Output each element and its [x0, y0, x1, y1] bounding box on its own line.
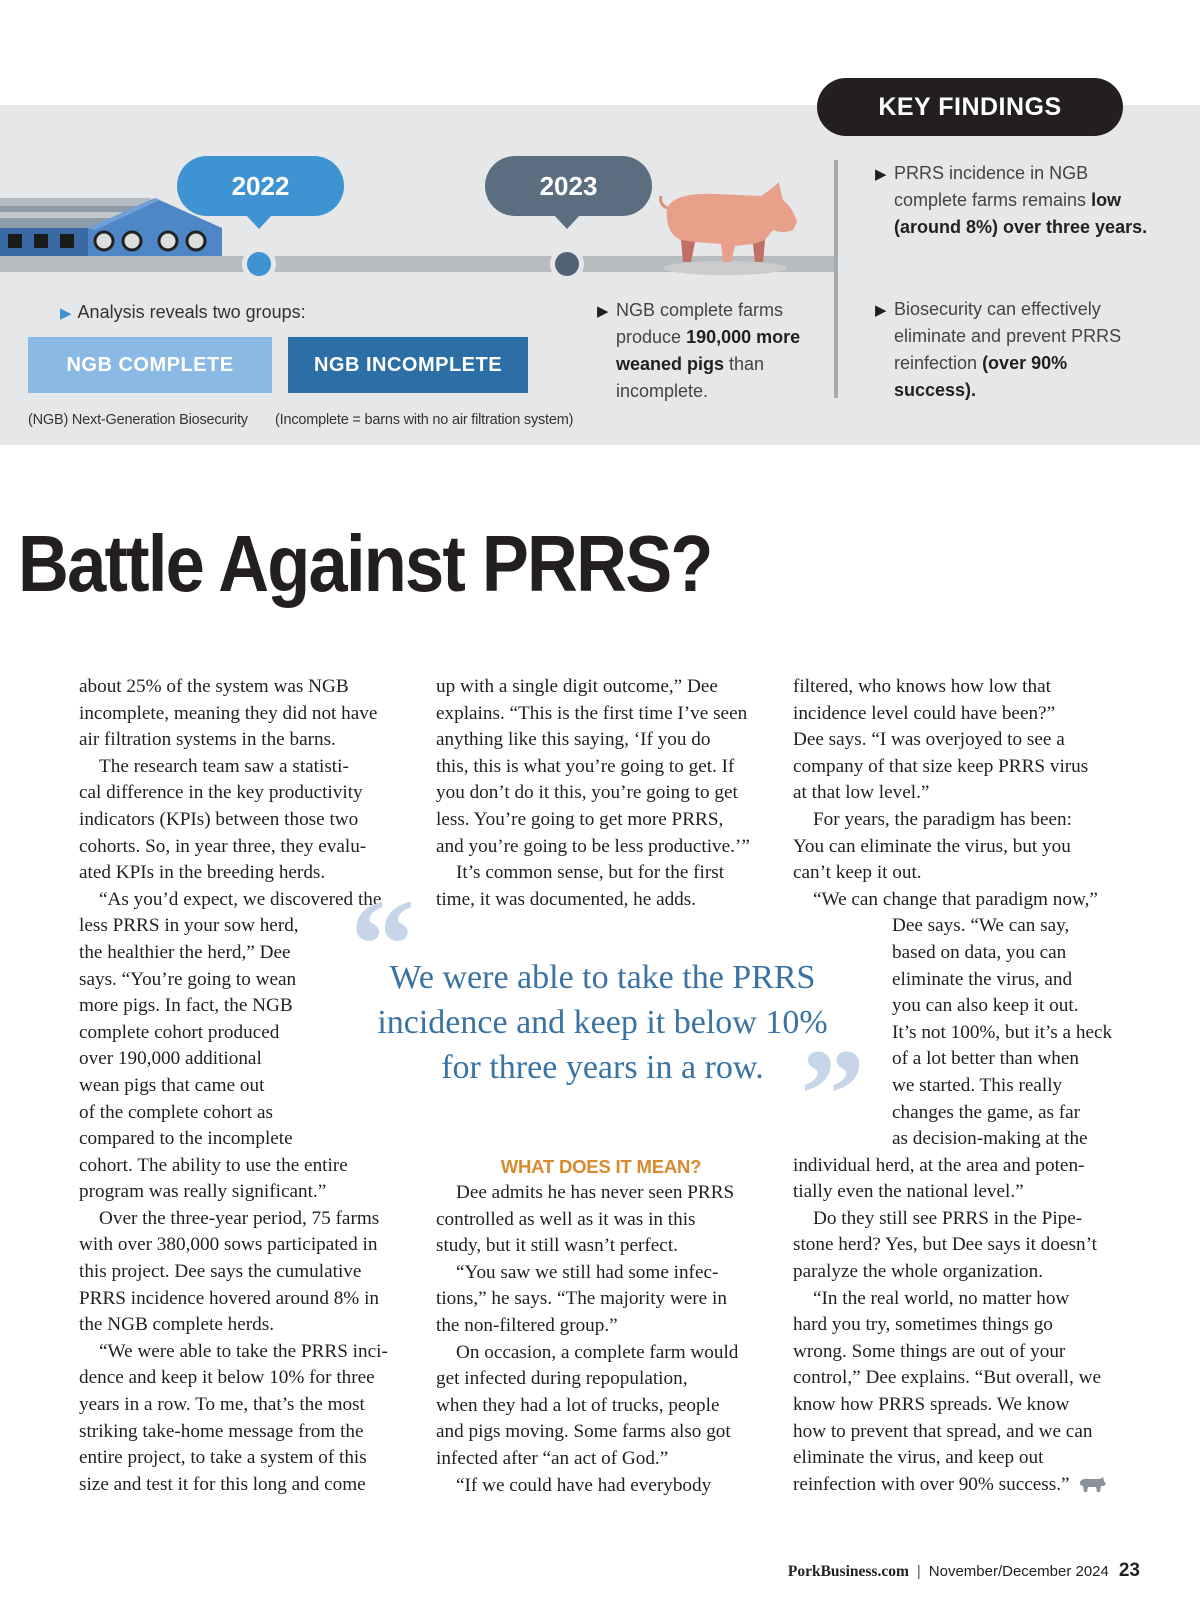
text-line: Dee says. “We can say,: [892, 915, 1070, 937]
page-number: 23: [1118, 1560, 1140, 1581]
text-line: years in a row. To me, that’s the most: [79, 1394, 365, 1416]
year-2022-bubble: 2022: [177, 156, 344, 216]
text-line: anything like this saying, ‘If you do: [436, 729, 711, 751]
text-line: when they had a lot of trucks, people: [436, 1394, 720, 1416]
text-line: company of that size keep PRRS virus: [793, 755, 1089, 777]
text-line: get infected during repopulation,: [436, 1368, 688, 1390]
analysis-text: ▶ Analysis reveals two groups:: [60, 302, 306, 322]
ngb-incomplete-box: NGB INCOMPLETE: [288, 337, 528, 393]
findings-divider: [834, 160, 838, 398]
text-line: paralyze the whole organization.: [793, 1261, 1044, 1283]
text-line: control,” Dee explains. “But overall, we: [793, 1367, 1101, 1389]
text-line: and you’re going to be less productive.’”: [436, 835, 750, 857]
text-line: filtered, who knows how low that: [793, 676, 1051, 697]
text-line: less. You’re going to get more PRRS,: [436, 808, 724, 830]
text-line: “As you’d expect, we discovered the: [99, 888, 382, 910]
article-headline: Battle Against PRRS?: [18, 519, 712, 608]
page-footer: [788, 1560, 1140, 1582]
text-line: wean pigs that came out: [79, 1074, 265, 1096]
text-line: It’s not 100%, but it’s a heck: [892, 1021, 1113, 1043]
text-line: individual herd, at the area and poten-: [793, 1154, 1085, 1176]
open-quote-mark: “: [350, 873, 415, 1017]
text-line: reinfection with over 90% success.”: [793, 1472, 1133, 1499]
text-line: ated KPIs in the breeding herds.: [79, 862, 326, 884]
text-line: complete cohort produced: [79, 1021, 280, 1043]
text-line: Dee admits he has never seen PRRS: [456, 1182, 735, 1203]
text-line: of a lot better than when: [892, 1048, 1080, 1070]
text-line: “We were able to take the PRRS inci-: [99, 1340, 388, 1362]
article-column-2-top: [436, 674, 766, 913]
text-line: the healthier the herd,” Dee: [79, 941, 291, 963]
text-line: The research team saw a statisti-: [99, 755, 349, 777]
text-line: tially even the national level.”: [793, 1181, 1024, 1203]
text-line: less PRRS in your sow herd,: [79, 915, 299, 937]
footer-issue: November/December 2024: [928, 1563, 1109, 1580]
text-line: says. “You’re going to wean: [79, 968, 297, 990]
pull-quote: We were able to take the PRRS incidence and keep it below 10% for three years in a row.: [377, 959, 828, 1086]
arrow-right-icon: ▶: [60, 305, 72, 322]
timeline-dot-2022: [242, 247, 276, 281]
text-line: of the complete cohort as: [79, 1101, 273, 1123]
text-line: over 190,000 additional: [79, 1048, 262, 1070]
article-column-2-bottom: [436, 1180, 766, 1499]
text-line: size and test it for this long and come: [79, 1473, 366, 1495]
text-line: cal difference in the key productivity: [79, 782, 363, 804]
text-line: For years, the paradigm has been:: [813, 808, 1072, 830]
text-line: PRRS incidence hovered around 8% in: [79, 1287, 380, 1309]
footer-separator: |: [916, 1563, 921, 1580]
text-line: at that low level.”: [793, 782, 930, 804]
year-2022-pointer: [246, 215, 272, 229]
text-line: up with a single digit outcome,” Dee: [436, 676, 718, 697]
text-line: Do they still see PRRS in the Pipe-: [813, 1207, 1083, 1229]
incomplete-definition-note: (Incomplete = barns with no air filtration system): [275, 412, 574, 428]
key-finding-1: ▶ PRRS incidence in NGB complete farms remains low (around 8%) over three years.: [875, 163, 1148, 237]
text-line: striking take-home message from the: [79, 1420, 364, 1442]
timeline-dot-2023: [550, 247, 584, 281]
pig-illustration: [655, 178, 805, 278]
ngb-definition-note: (NGB) Next-Generation Biosecurity: [28, 412, 248, 428]
text-line: “In the real world, no matter how: [813, 1287, 1070, 1309]
text-line: changes the game, as far: [892, 1101, 1081, 1123]
text-line: “You saw we still had some infec-: [456, 1261, 719, 1283]
text-line: explains. “This is the first time I’ve seen: [436, 702, 748, 724]
text-line: eliminate the virus, and keep out: [793, 1447, 1044, 1469]
text-line: hard you try, sometimes things go: [793, 1314, 1053, 1336]
section-subhead: WHAT DOES IT MEAN?: [500, 1156, 702, 1177]
text-line: “We can change that paradigm now,”: [813, 888, 1098, 910]
text-line: know how PRRS spreads. We know: [793, 1394, 1070, 1416]
text-line: Over the three-year period, 75 farms: [99, 1207, 380, 1229]
text-line: how to prevent that spread, and we can: [793, 1420, 1093, 1442]
text-line: can’t keep it out.: [793, 862, 922, 884]
text-line: you can also keep it out.: [892, 995, 1079, 1017]
text-line: eliminate the virus, and: [892, 968, 1073, 990]
text-line: air filtration systems in the barns.: [79, 729, 336, 751]
text-line: compared to the incomplete: [79, 1128, 293, 1150]
text-line: with over 380,000 sows participated in: [79, 1234, 378, 1256]
key-finding-2: ▶ Biosecurity can effectively eliminate and prevent PRRS reinfection (over 90% success).: [875, 299, 1122, 400]
year-2023-bubble: 2023: [485, 156, 652, 216]
text-line: “If we could have had everybody: [456, 1474, 712, 1496]
text-line: infected after “an act of God.”: [436, 1447, 669, 1469]
text-line: cohort. The ability to use the entire: [79, 1154, 348, 1176]
text-line: incomplete, meaning they did not have: [79, 702, 378, 724]
text-line: stone herd? Yes, but Dee says it doesn’t: [793, 1234, 1097, 1256]
text-line: wrong. Some things are out of your: [793, 1340, 1066, 1362]
text-line: study, but it still wasn’t perfect.: [436, 1235, 678, 1257]
footer-site: PorkBusiness.com: [787, 1563, 909, 1580]
text-line: about 25% of the system was NGB: [79, 676, 349, 697]
arrow-right-icon: ▶: [875, 302, 887, 319]
text-line: cohorts. So, in year three, they evalu-: [79, 835, 367, 857]
text-line: Dee says. “I was overjoyed to see a: [793, 729, 1065, 751]
text-line: the NGB complete herds.: [79, 1314, 275, 1336]
key-findings-label: KEY FINDINGS: [817, 78, 1123, 136]
text-line: dence and keep it below 10% for three: [79, 1367, 375, 1389]
text-line: as decision-making at the: [892, 1128, 1088, 1150]
text-line: based on data, you can: [892, 941, 1067, 963]
text-line: the non-filtered group.”: [436, 1314, 618, 1336]
weaned-pigs-finding: ▶ NGB complete farms produce 190,000 more weaned pigs than incomplete.: [597, 300, 801, 401]
ngb-complete-box: NGB COMPLETE: [28, 337, 272, 393]
text-line: this project. Dee says the cumulative: [79, 1261, 362, 1283]
text-line: It’s common sense, but for the first: [456, 862, 725, 884]
text-line: we started. This really: [892, 1074, 1063, 1096]
text-line: incidence level could have been?”: [793, 702, 1056, 724]
text-line: program was really significant.”: [79, 1181, 327, 1203]
end-mark-pig-icon: [1078, 1477, 1106, 1493]
arrow-right-icon: ▶: [875, 166, 887, 183]
text-line: On occasion, a complete farm would: [456, 1341, 739, 1363]
text-line: this, this is what you’re going to get. If: [436, 755, 735, 777]
year-2023-pointer: [554, 215, 580, 229]
text-line: more pigs. In fact, the NGB: [79, 995, 293, 1017]
text-line: indicators (KPIs) between those two: [79, 808, 359, 830]
text-line: you don’t do it this, you’re going to get: [436, 782, 738, 804]
arrow-right-icon: ▶: [597, 303, 609, 320]
text-line: and pigs moving. Some farms also got: [436, 1421, 731, 1443]
text-line: entire project, to take a system of this: [79, 1447, 367, 1469]
text-line: tions,” he says. “The majority were in: [436, 1288, 727, 1310]
close-quote-mark: ”: [800, 1023, 865, 1167]
article-column-3: [793, 674, 1133, 1498]
text-line: controlled as well as it was in this: [436, 1208, 696, 1230]
text-line: You can eliminate the virus, but you: [793, 835, 1071, 857]
text-line: time, it was documented, he adds.: [436, 888, 697, 910]
